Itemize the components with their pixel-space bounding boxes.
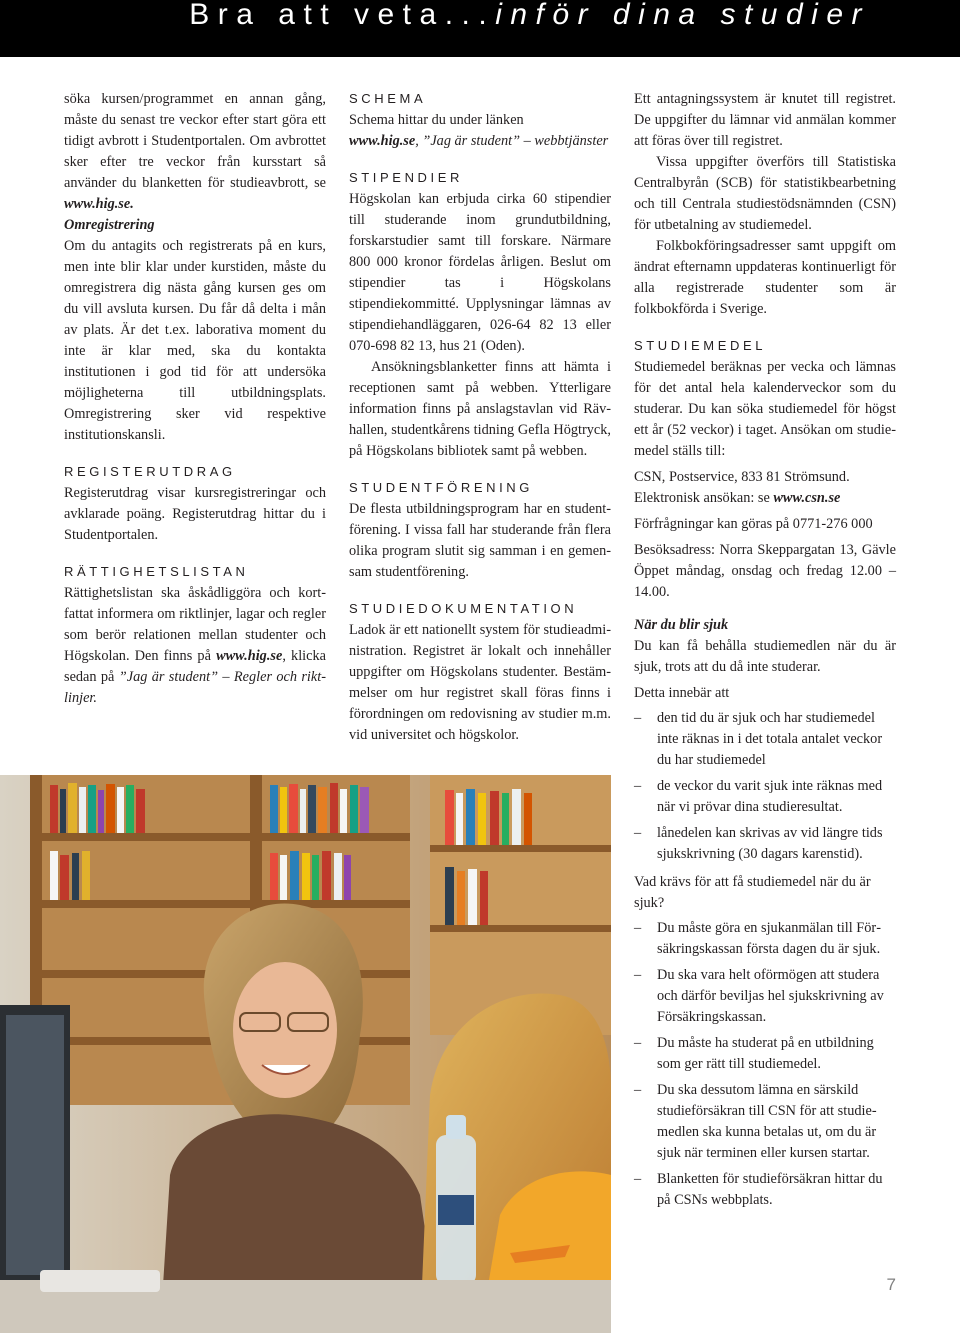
list-item-text: Du ska dessutom lämna en särskild studieförsäkran till CSN för att studiemedlen ska kunna betalas ut, om du är sjuk när terminen eller kursen startar. bbox=[657, 1082, 877, 1161]
studiemedel-heading: STUDIEMEDEL bbox=[634, 338, 767, 353]
header-title bbox=[189, 0, 870, 32]
list-item-text: lånedelen kan skrivas av vid längre tids sjukskrivning (30 dagars karenstid). bbox=[657, 825, 883, 862]
krav-intro: Vad krävs för att få studiemedel när du är sjuk? bbox=[634, 874, 871, 911]
list-item bbox=[634, 1033, 896, 1075]
dash-icon: – bbox=[634, 1082, 642, 1098]
schema-link-suffix: , ”Jag är student” – webbtjänster bbox=[415, 133, 609, 149]
page-header bbox=[0, 0, 960, 57]
csn-link[interactable]: www.csn.se bbox=[773, 490, 841, 506]
list-item bbox=[634, 918, 896, 960]
csn-address: CSN, Postservice, 833 81 Strömsund. bbox=[634, 469, 850, 485]
sjuk-title: När du blir sjuk bbox=[634, 617, 729, 633]
dash-icon: – bbox=[634, 710, 642, 726]
list-item-text: den tid du är sjuk och har studiemedel inte räknas in i det totala antalet veckor du har studiemedel bbox=[657, 710, 883, 768]
list-item-text: de veckor du varit sjuk inte räknas med när vi prövar dina studieresultat. bbox=[657, 778, 883, 815]
list-item bbox=[634, 823, 896, 865]
rattighet-link[interactable]: www.hig.se bbox=[216, 648, 283, 664]
list-item bbox=[634, 1080, 896, 1164]
rattighetslistan-text bbox=[64, 583, 326, 709]
list-item-text: Blanketten för studieförsäkran hittar du på CSNs webbplats. bbox=[657, 1171, 883, 1208]
list-item-text: Du måste göra en sjukanmälan till Försäkringskassan första dagen du är sjuk. bbox=[657, 920, 881, 957]
list-item bbox=[634, 1169, 896, 1211]
library-illustration bbox=[0, 775, 611, 1333]
list-item bbox=[634, 776, 896, 818]
schema-link-line bbox=[349, 131, 611, 152]
column-2 bbox=[349, 89, 611, 746]
rattighetslistan-heading: RÄTTIGHETSLISTAN bbox=[64, 564, 249, 579]
list-item bbox=[634, 708, 896, 771]
rattighet-text-b: , klicka sedan på bbox=[64, 648, 326, 685]
rattighet-italic: ”Jag är student” – Regler och riktlinjer. bbox=[64, 669, 326, 706]
library-photo bbox=[0, 775, 611, 1333]
page-number: 7 bbox=[886, 1275, 896, 1294]
column-3 bbox=[634, 89, 896, 1216]
list-item-text: Du måste ha studerat på en utbildning som ger rätt till studiemedel. bbox=[657, 1035, 874, 1072]
omregistrering-title: Omregistrering bbox=[64, 217, 155, 233]
register-paragraph-2: Vissa uppgifter överförs till Statistiska Centralbyrån (SCB) för statistikbearbetning och till Centrala studiestödsnämnden (CSN) för utbetalning av studiemedel. bbox=[634, 154, 896, 233]
dash-icon: – bbox=[634, 1035, 642, 1051]
sjuk-intro: Detta innebär att bbox=[634, 685, 730, 701]
header-title-italic: inför dina studier bbox=[495, 0, 870, 31]
stipendier-heading: STIPENDIER bbox=[349, 170, 464, 185]
list-item bbox=[634, 965, 896, 1028]
schema-text: Schema hittar du under länken bbox=[349, 112, 524, 128]
intro-text: söka kursen/programmet en annan gång, måste du senast tre veckor efter start göra ett tidigt avbrott i Studentportalen. Om avbrottet sker efter tre veckor från kursstart så använder du blanketten för studieavbrott, se bbox=[64, 91, 326, 191]
stipendier-text-2: Ansökningsblanketter finns att hämta i receptionen samt på webben. Ytterligare information finns på anslagstavlan vid Rävhallen, studentkårens tidning Gefla Högtryck, på Högskolans bibliotek samt på webben. bbox=[349, 359, 611, 459]
dash-icon: – bbox=[634, 1171, 642, 1187]
dash-icon: – bbox=[634, 920, 642, 936]
register-paragraph-3: Folkbokföringsadresser samt uppgift om ändrat efternamn uppdateras kontinuerligt för alla registrerade studenter som är folkbokförda i Sverige. bbox=[634, 238, 896, 317]
schema-heading: SCHEMA bbox=[349, 91, 427, 106]
dash-icon: – bbox=[634, 967, 642, 983]
hig-link[interactable]: www.hig.se. bbox=[64, 196, 134, 212]
studentforening-heading: STUDENTFÖRENING bbox=[349, 480, 533, 495]
register-paragraph-1: Ett antagningssystem är knutet till registret. De uppgifter du lämnar vid anmälan kommer att föras över till registret. bbox=[634, 91, 896, 149]
studiedokumentation-heading: STUDIEDOKUMENTATION bbox=[349, 601, 578, 616]
stipendier-text: Högskolan kan erbjuda cirka 60 stipendier till studerande inom grundutbildning, forskarstudier samt till forskare. Närmare 800 000 kronor fördelas årligen. Beslut om stipendier tas i Högskolans stipendiekommitté. Upplysningar lämnas av stipendiehandläggaren, 026-64 82 13 eller 070-698 82 13, hus 21 (Oden). bbox=[349, 191, 611, 354]
registerutdrag-text: Registerutdrag visar kursregistreringar och avklarade poäng. Registerutdrag hittar du i Studentportalen. bbox=[64, 485, 326, 543]
schema-link[interactable]: www.hig.se bbox=[349, 133, 416, 149]
csn-visit: Besöksadress: Norra Skeppargatan 13, Gävle Öppet måndag, onsdag och fredag 12.00 – 14.00. bbox=[634, 542, 896, 600]
sjuk-list bbox=[634, 708, 896, 865]
krav-list bbox=[634, 918, 896, 1211]
registerutdrag-heading: REGISTERUTDRAG bbox=[64, 464, 236, 479]
studentforening-text: De flesta utbildningsprogram har en studentförening. I vissa fall har studerande från flera olika program slutit sig samman i en gemensam studentförening. bbox=[349, 501, 611, 580]
sjuk-text: Du kan få behålla studiemedlen när du är sjuk, trots att du då inte studerar. bbox=[634, 638, 896, 675]
csn-phone: Förfrågningar kan göras på 0771-276 000 bbox=[634, 516, 873, 532]
list-item-text: Du ska vara helt oförmögen att studera och därför beviljas hel sjukskrivning av Försäkringskassan. bbox=[657, 967, 884, 1025]
studiedokumentation-text: Ladok är ett nationellt system för studieadministration. Registret är lokalt och innehåller uppgifter om Högskolans studenter. Bestämmelser om hur registret skall föras finns i förordningen om redovisning av studier m.m. vid universitet och högskolor. bbox=[349, 622, 611, 743]
rattighet-text-a: Rättighetslistan ska åskådliggöra och kortfattat informera om riktlinjer, lagar och regler som berör relationen mellan studenter och Högskolan. Den finns på bbox=[64, 585, 326, 664]
intro-paragraph bbox=[64, 89, 326, 215]
omregistrering-text: Om du antagits och registrerats på en kurs, men inte blir klar under kurstiden, måste du omregistrera dig nästa gång kursen ges om du vill avsluta kursen. Du får då delta i mån av plats. Är det t.ex. laborativa moment du inte är klar med, ska du kontakta institutionen i god tid för att undersöka möjligheterna till utbildningsplats. Omregistrering sker vid respektive institutionskansli. bbox=[64, 238, 326, 443]
studiemedel-text: Studiemedel beräknas per vecka och lämnas för det antal hela kalenderveckor som du studerar. Du kan söka studiemedel för högst ett år (52 veckor) i taget. Ansökan om studiemedel ställs till: bbox=[634, 359, 896, 459]
csn-online-text: Elektronisk ansökan: se bbox=[634, 490, 774, 506]
csn-online bbox=[634, 488, 896, 509]
header-title-regular: Bra att veta... bbox=[189, 0, 496, 31]
dash-icon: – bbox=[634, 825, 642, 841]
column-1 bbox=[64, 89, 326, 709]
dash-icon: – bbox=[634, 778, 642, 794]
